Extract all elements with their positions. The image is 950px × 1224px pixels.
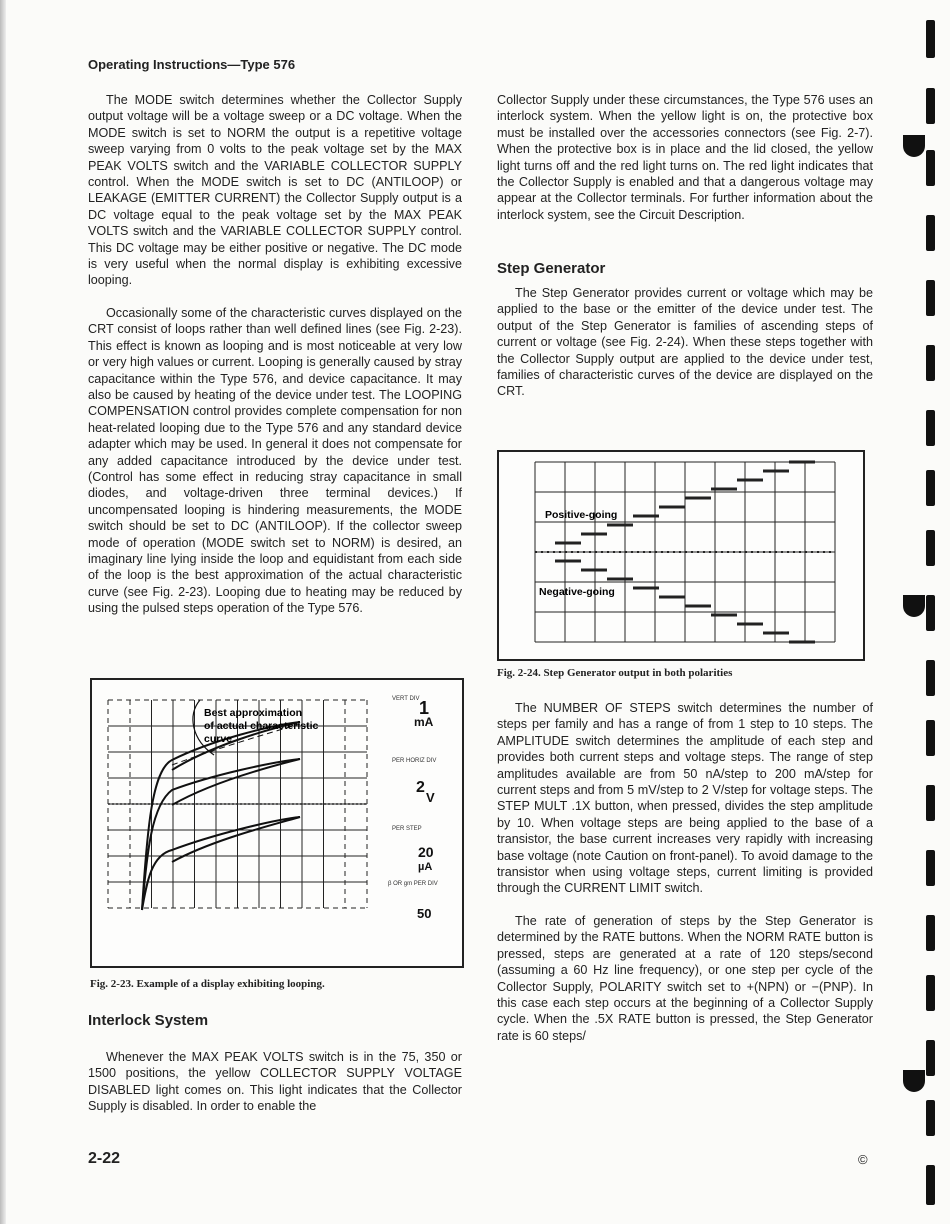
binding-mark <box>926 410 935 446</box>
readout-value: 1 <box>419 698 430 718</box>
figure-caption: Fig. 2-24. Step Generator output in both polarities <box>497 667 733 679</box>
binding-mark <box>926 660 935 696</box>
punch-hole <box>903 1070 925 1092</box>
scan-edge <box>0 0 6 1224</box>
binding-mark <box>926 1040 935 1076</box>
binding-mark <box>926 720 935 756</box>
section-heading: Step Generator <box>497 260 606 277</box>
paragraph: The NUMBER OF STEPS switch determines the number of steps per family and has a range of from 1 step to 10 steps. The AMPLITUDE switch determines the amplitude of each step and provides both current steps and voltage steps. The range of step amplitudes available are from 50 nA/step to 200 mA/step for current steps and from 5 mV/step to 2 V/step for voltage steps. The STEP MULT .1X button, when pressed, divides the step amplitude by 10. When voltage steps are being applied to the base of a transistor, the base current increases very rapidly with increasing base voltage (note Caution on front-panel). To avoid damage to the transistor when using voltage steps, current limiting is provided through the CURRENT LIMIT switch. <box>497 701 873 896</box>
paragraph: The rate of generation of steps by the Step Generator is determined by the RATE buttons. When the NORM RATE button is pressed, steps are generated at a rate of 120 steps/second (assuming a 60 Hz line frequency), or one step per cycle of the Collector Supply, POLARITY switch set to +(NPN) or −(PNP). In this case each step occurs at the beginning of a Collector Supply cycle. When the .5X RATE button is pressed, the Step Generator rate is 60 steps/ <box>497 913 873 1043</box>
binding-mark <box>926 915 935 951</box>
binding-mark <box>926 345 935 381</box>
binding-mark <box>926 850 935 886</box>
figure-2-23 <box>90 678 464 968</box>
paragraph: Collector Supply under these circumstances, the Type 576 uses an interlock system. When the yellow light is on, the protective box must be installed over the accessories connectors (see Fig. 2-7). When the protective box is in place and the lid closed, the yellow light turns off and the red light turns on. The red light indicates that the Collector Supply is enabled and that a dangerous voltage may appear at the Collector terminals. For further information about the interlock system, see the Circuit Description. <box>497 93 873 222</box>
binding-mark <box>926 1100 935 1136</box>
section-heading: Interlock System <box>88 1012 209 1029</box>
figure-caption: Fig. 2-23. Example of a display exhibiting looping. <box>90 978 325 990</box>
readout-value: 50 <box>417 906 432 921</box>
step-display <box>499 452 863 659</box>
page-number: 2-22 <box>88 1150 121 1167</box>
left-column-text-2 <box>88 1049 462 1131</box>
readout-label: PER STEP <box>392 826 422 832</box>
readout-value: 2 <box>416 779 425 796</box>
right-column-text-2 <box>497 285 873 416</box>
paragraph: Occasionally some of the characteristic curves displayed on the CRT consist of loops rather than well defined lines (see Fig. 2-23). This effect is known as looping and is most noticeable at very low or very high values or current. Looping is generally caused by stray capacitance within the Type 576, and device capacitance. It may also be caused by heating of the device under test. The LOOPING COMPENSATION control provides complete compensation for non heat-related looping due to the Type 576 and any standard device adapter which may be used. In general it does not compensate for any added capacitance introduced by the device under test. (Control has some effect in reducing stray capacitance in small diodes, and voltage-driven three terminal devices.) If uncompensated looping is hindering measurements, the MODE switch should be set to DC (ANTILOOP). If the collector sweep mode of operation (MODE switch set to NORM) is desired, an imaginary line lying inside the loop and equidistant from each side of the loop is the best approximation of the actual characteristic curve (see Fig. 2-23). Looping due to heating may be reduced by using the pulsed steps operation of the Type 576. <box>88 305 462 616</box>
readout-label: PER HORIZ DIV <box>392 758 437 764</box>
punch-hole <box>903 135 925 157</box>
running-header: Operating Instructions—Type 576 <box>88 57 296 72</box>
readout-label: VERT DIV <box>392 696 420 702</box>
paragraph: The Step Generator provides current or voltage which may be applied to the base or the emitter of the device under test. The output of the Step Generator is families of ascending steps of current or voltage (see Fig. 2-24). When these steps together with the Collector Supply output are applied to the device under test, families of characteristic curves of the device are displayed on the CRT. <box>497 286 873 399</box>
readout-unit: µA <box>418 861 433 873</box>
copyright-symbol: © <box>858 1152 868 1167</box>
binding-mark <box>926 975 935 1011</box>
left-column-text <box>88 92 462 633</box>
punch-hole <box>903 595 925 617</box>
binding-mark <box>926 785 935 821</box>
negative-going-label: Negative-going <box>539 586 615 598</box>
binding-mark <box>926 530 935 566</box>
figure-2-24 <box>497 450 865 661</box>
binding-mark <box>926 150 935 186</box>
readout-unit: V <box>426 790 435 805</box>
binding-mark <box>926 280 935 316</box>
right-column-text <box>497 92 873 239</box>
annotation: Best approximation <box>204 707 303 719</box>
paragraph: Whenever the MAX PEAK VOLTS switch is in the 75, 350 or 1500 positions, the yellow COLLECTOR SUPPLY VOLTAGE DISABLED light comes on. This light indicates that the Collector Supply is disabled. In order to enable the <box>88 1050 462 1114</box>
annotation: of actual characteristic <box>204 720 319 732</box>
looping-display <box>92 680 462 966</box>
positive-going-label: Positive-going <box>545 509 618 521</box>
readout-unit: mA <box>414 715 434 729</box>
right-column-text-3 <box>497 700 873 1060</box>
annotation: curve <box>204 733 233 745</box>
paragraph: The MODE switch determines whether the Collector Supply output voltage will be a voltage sweep or a DC voltage. When the MODE switch is set to NORM the output is a repetitive voltage sweep varying from 0 volts to the peak voltage set by the MAX PEAK VOLTS switch and the VARIABLE COLLECTOR SUPPLY control. When the MODE switch is set to DC (ANTILOOP) or LEAKAGE (EMITTER CURRENT) the Collector Supply output is a DC voltage equal to the peak voltage set by the MAX PEAK VOLTS switch and the VARIABLE COLLECTOR SUPPLY control. This DC voltage may be either positive or negative. The DC mode is very useful when the normal display is exhibiting excessive looping. <box>88 93 462 288</box>
loop-curve <box>142 817 300 910</box>
binding-mark <box>926 470 935 506</box>
binding-mark <box>926 215 935 251</box>
binding-mark <box>926 595 935 631</box>
binding-mark <box>926 88 935 124</box>
readout-value: 20 <box>418 844 434 860</box>
binding-mark <box>926 20 935 58</box>
binding-mark <box>926 1165 935 1205</box>
readout-label: β OR gm PER DIV <box>388 881 438 887</box>
